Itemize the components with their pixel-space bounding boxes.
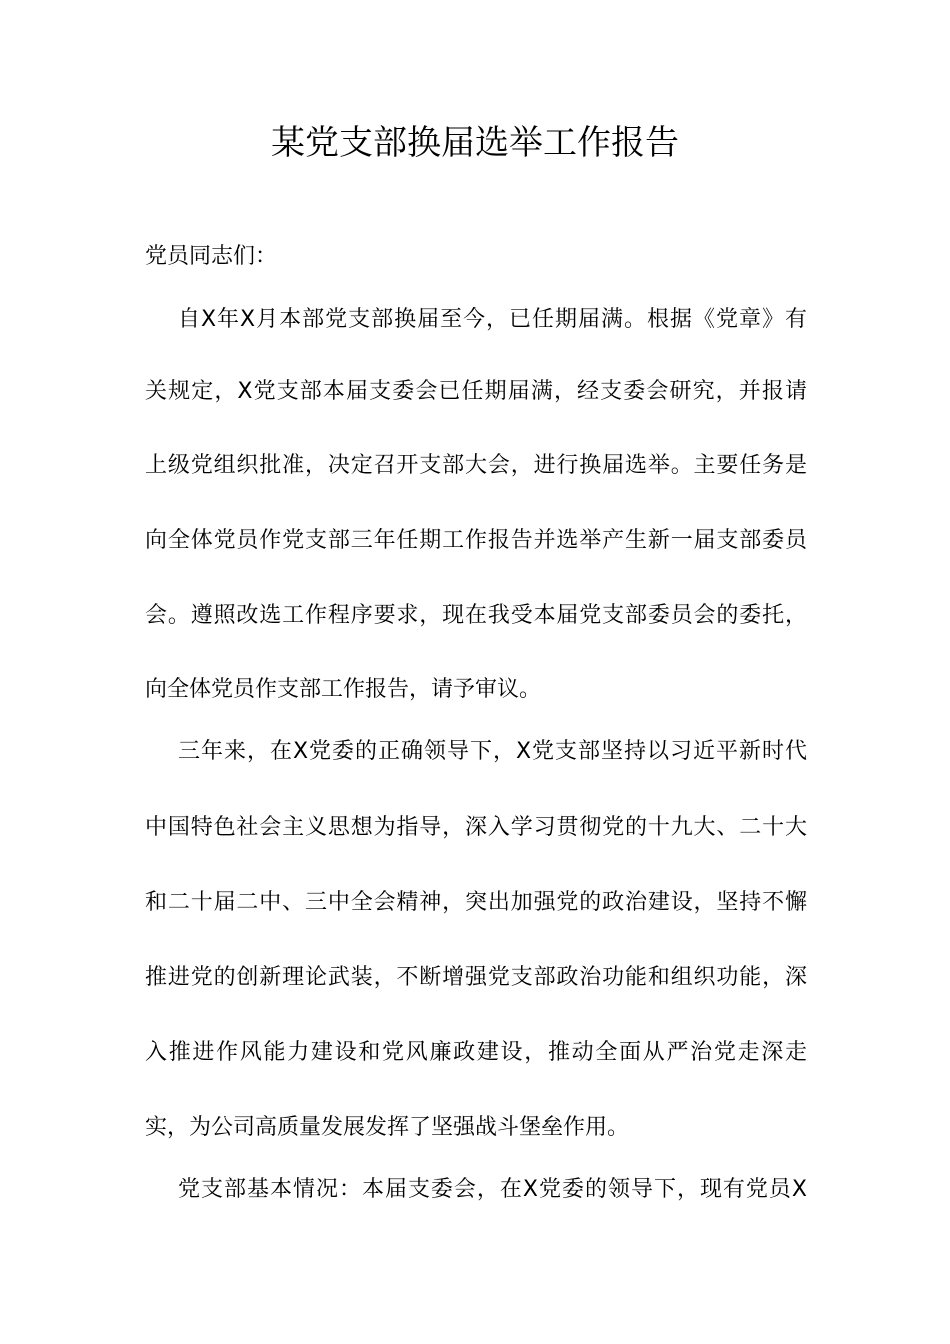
paragraph-line: 关规定，X党支部本届支委会已任期届满，经支委会研究，并报请 bbox=[145, 379, 807, 404]
paragraph-line: 三年来，在X党委的正确领导下，X党支部坚持以习近平新时代 bbox=[178, 739, 807, 764]
paragraph-line: 入推进作风能力建设和党风廉政建设，推动全面从严治党走深走 bbox=[145, 1040, 807, 1065]
paragraph-line: 党支部基本情况：本届支委会，在X党委的领导下，现有党员X bbox=[178, 1177, 807, 1202]
paragraph-line: 会。遵照改选工作程序要求，现在我受本届党支部委员会的委托， bbox=[145, 603, 807, 628]
paragraph-line: 推进党的创新理论武装，不断增强党支部政治功能和组织功能，深 bbox=[145, 965, 807, 990]
paragraph-line: 向全体党员作党支部三年任期工作报告并选举产生新一届支部委员 bbox=[145, 528, 807, 553]
paragraph-line: 和二十届二中、三中全会精神，突出加强党的政治建设，坚持不懈 bbox=[145, 890, 807, 915]
paragraph-line: 实，为公司高质量发展发挥了坚强战斗堡垒作用。 bbox=[145, 1115, 630, 1140]
paragraph-line: 上级党组织批准，决定召开支部大会，进行换届选举。主要任务是 bbox=[145, 453, 807, 478]
document-title: 某党支部换届选举工作报告 bbox=[271, 123, 679, 163]
paragraph-line: 中国特色社会主义思想为指导，深入学习贯彻党的十九大、二十大 bbox=[145, 815, 807, 840]
paragraph-line: 自X年X月本部党支部换届至今，已任期届满。根据《党章》有 bbox=[178, 307, 807, 332]
salutation: 党员同志们： bbox=[145, 244, 278, 269]
paragraph-line: 向全体党员作支部工作报告，请予审议。 bbox=[145, 677, 542, 702]
